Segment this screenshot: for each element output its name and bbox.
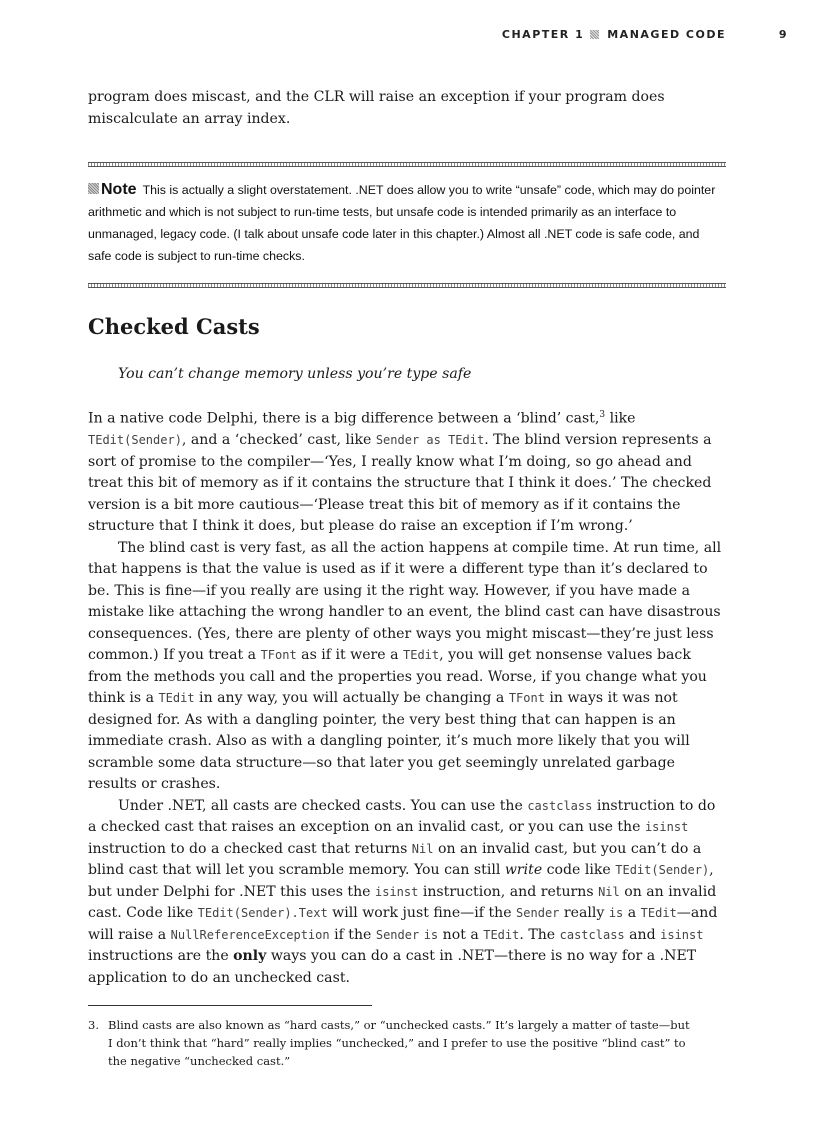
note-marker-icon: [88, 183, 99, 194]
text-run: instruction to do a checked cast that raises an exception on an invalid cast, or you can use the: [88, 797, 716, 836]
text-run: . The: [519, 926, 560, 943]
intro-block: [88, 87, 726, 130]
text-run: like: [605, 410, 636, 427]
note-bottom-rule: [88, 283, 726, 288]
footnote-ref: 3: [599, 410, 606, 420]
text-run: if the: [329, 926, 376, 943]
footnote-line-2: I don’t think that “hard” really implies “unchecked,” and I prefer to use the positive “blind cast” to: [108, 1036, 686, 1050]
running-header: [88, 28, 788, 44]
inline-code: castclass: [527, 798, 593, 813]
text-run: instruction to do a checked cast that returns: [88, 840, 412, 857]
text-run: The blind cast is very fast, as all the action happens at compile time. At run time, all that happens is that the value is used as if it were a different type than it’s declared to be. This is fine—if you really are using it the right way. However, if you have made a mistake like attaching the wrong handler to an event, the blind cast can have disastrous consequences. (Yes, there are plenty of other ways you might miscast—they’re just less common.) If you treat a: [88, 539, 722, 664]
footnote-line-3: the negative “unchecked cast.”: [108, 1054, 291, 1068]
inline-code: isinst: [644, 820, 689, 835]
emphasis: write: [504, 862, 543, 879]
inline-code: Nil: [598, 884, 620, 899]
text-run: instructions are the: [88, 948, 234, 965]
inline-code: Nil: [411, 841, 434, 856]
footnote: [88, 1016, 726, 1070]
inline-code: is: [423, 927, 439, 942]
note-body: [88, 167, 726, 283]
text-run: in ways it was not designed for. As with a dangling pointer, the very best thing that can happen is an immediate crash. Also as with a dangling pointer, it’s much more likely that you will scramble some data structure—so that later you get seemingly unrelated garbage results or crashes.: [88, 690, 690, 793]
note-text: This is actually a slight overstatement. .NET does allow you to write “unsafe” code, which may do pointer arithmetic and which is not subject to run-time tests, but unsafe code is intended primarily as an interface to unmanaged, legacy code. (I talk about unsafe code later in this chapter.) Almost all .NET code is safe code, and safe code is subject to run-time checks.: [88, 183, 716, 263]
text-run: ways you can do a cast in .NET—there is no way for a .NET application to do an unchecked cast.: [88, 948, 697, 986]
inline-code: TEdit(Sender).Text: [197, 906, 328, 921]
inline-code: TEdit: [403, 648, 440, 663]
text-run: on an invalid cast. Code like: [88, 883, 717, 922]
page-number: 9: [778, 28, 788, 41]
text-run: code like: [542, 862, 616, 879]
text-run: on an invalid cast, but you can’t do a blind cast that will let you scramble memory. You can still: [88, 840, 702, 879]
inline-code: isinst: [660, 927, 704, 942]
footnote-text: Blind casts are also known as “hard casts,” or “unchecked casts.” It’s largely a matter of taste—but: [108, 1018, 690, 1032]
text-run: . The blind version represents a sort of promise to the compiler—‘Yes, I really know what I’m doing, so go ahead and treat this bit of memory as if it contains the structure that I think it does.’ The checked version is a bit more cautious—‘Please treat this bit of memory as if it contains the structure that I think it does, but please do raise an exception if I’m wrong.’: [88, 432, 712, 535]
inline-code: isinst: [375, 884, 419, 899]
paragraph-1: [88, 405, 726, 538]
header-separator-icon: [590, 30, 599, 39]
section-epigraph: You can’t change memory unless you’re type safe: [118, 366, 472, 382]
text-run: will work just fine—if the: [327, 905, 517, 922]
footnote-rule: [88, 1005, 372, 1006]
inline-code: TEdit(Sender): [88, 433, 182, 448]
note-box: [88, 162, 726, 288]
section-title: Checked Casts: [88, 314, 260, 339]
text-run: instruction, and returns: [418, 883, 599, 900]
paragraph-3: [88, 796, 726, 990]
text-run: , and a ‘checked’ cast, like: [181, 432, 376, 449]
inline-code: is: [608, 906, 624, 921]
chapter-label: CHAPTER 1: [501, 28, 585, 41]
inline-code: Sender: [375, 927, 420, 942]
text-run: and: [624, 926, 661, 943]
inline-code: TEdit: [158, 691, 195, 706]
inline-code: castclass: [559, 927, 625, 942]
paragraph-2: [88, 538, 726, 796]
text-run: as if it were a: [296, 647, 403, 664]
text-run: , you will get nonsense values back from the methods you call and the properties you read. Worse, if you change what you think is a: [88, 647, 707, 707]
footnote-line-1: [88, 1016, 726, 1034]
text-run: , but under Delphi for .NET this uses the: [88, 862, 714, 900]
inline-code: TEdit(Sender): [615, 863, 710, 878]
strong-emphasis: only: [233, 948, 267, 965]
text-run: not a: [438, 926, 484, 943]
text-run: a: [623, 905, 641, 922]
intro-paragraph: program does miscast, and the CLR will raise an exception if your program does miscalculate an array index.: [88, 89, 665, 127]
note-label: Note: [101, 181, 137, 198]
inline-code: TEdit: [640, 906, 677, 921]
text-run: really: [559, 905, 609, 922]
text-run: Under .NET, all casts are checked casts. You can use the: [118, 797, 528, 814]
body-text: [88, 405, 726, 989]
text-run: in any way, you will actually be changing a: [194, 690, 509, 707]
text-run: —and will raise a: [88, 905, 718, 943]
running-title: [502, 28, 726, 41]
inline-code: Sender as TEdit: [375, 433, 485, 448]
inline-code: TEdit: [483, 927, 520, 942]
inline-code: NullReferenceException: [170, 927, 330, 942]
text-run: In a native code Delphi, there is a big difference between a ‘blind’ cast,: [88, 410, 600, 427]
footnote-number: 3.: [88, 1018, 99, 1032]
chapter-title: MANAGED CODE: [607, 28, 726, 41]
inline-code: Sender: [516, 906, 560, 921]
inline-code: TFont: [260, 648, 297, 663]
inline-code: TFont: [508, 691, 545, 706]
